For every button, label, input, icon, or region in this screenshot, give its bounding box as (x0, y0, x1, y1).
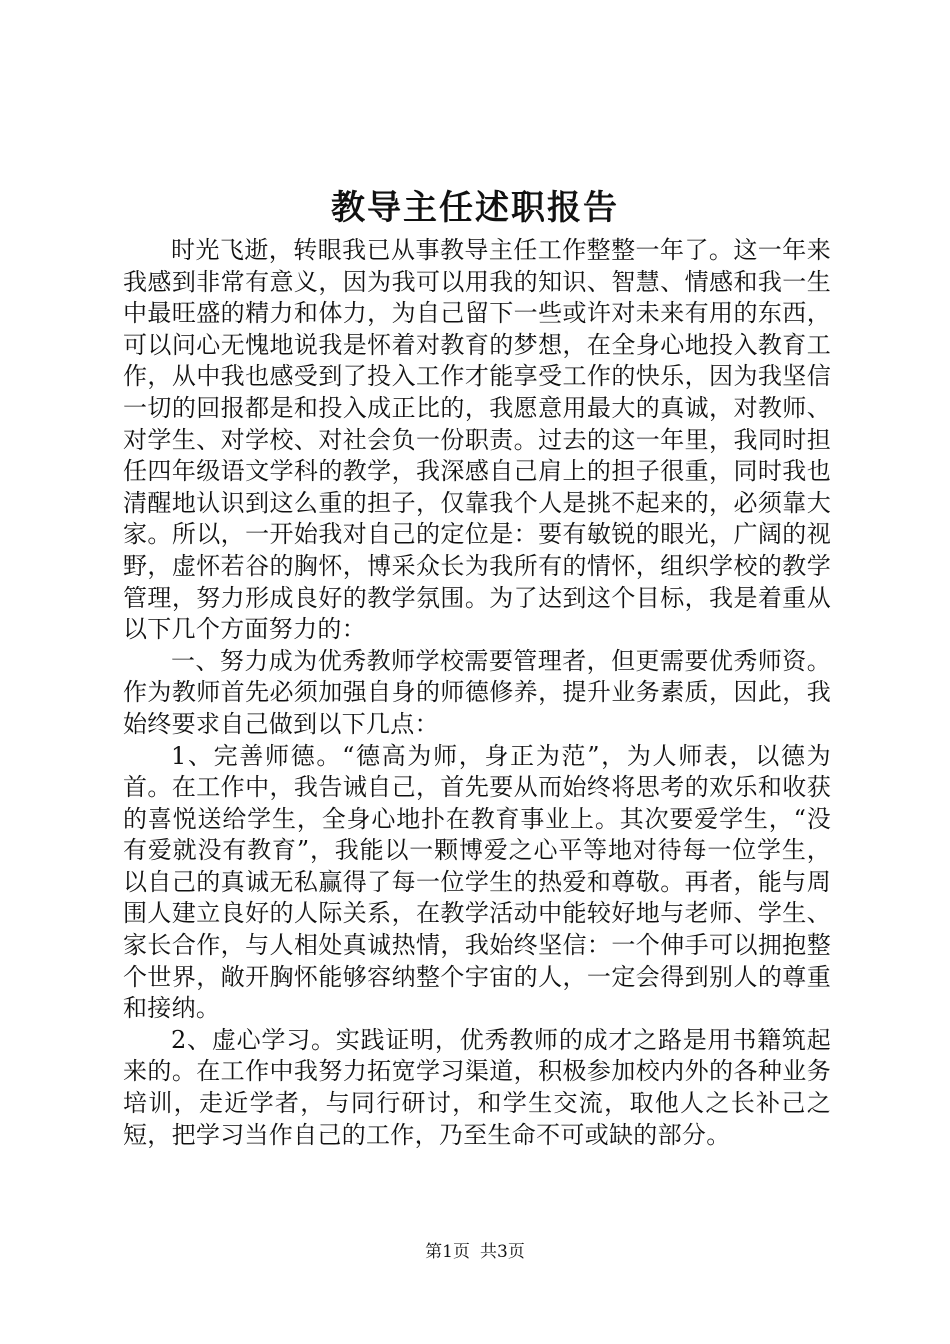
paragraph-intro: 时光飞逝，转眼我已从事教导主任工作整整一年了。这一年来我感到非常有意义，因为我可以用我的知识、智慧、情感和我一生中最旺盛的精力和体力，为自己留下一些或许对未来有用的东西，可以问心无愧地说我是怀着对教育的梦想，在全身心地投入教育工作，从中我也感受到了投入工作才能享受工作的快乐，因为我坚信一切的回报都是和投入成正比的，我愿意用最大的真诚，对教师、对学生、对学校、对社会负一份职责。过去的这一年里，我同时担任四年级语文学科的教学，我深感自己肩上的担子很重，同时我也清醒地认识到这么重的担子，仅靠我个人是挑不起来的，必须靠大家。所以，一开始我对自己的定位是：要有敏锐的眼光，广阔的视野，虚怀若谷的胸怀，博采众长为我所有的情怀，组织学校的教学管理，努力形成良好的教学氛围。为了达到这个目标，我是着重从以下几个方面努力的： (123, 236, 831, 644)
page-footer (0, 1240, 950, 1264)
paragraph-section-one: 一、努力成为优秀教师学校需要管理者，但更需要优秀师资。作为教师首先必须加强自身的师德修养，提升业务素质，因此，我始终要求自己做到以下几点： (123, 646, 831, 738)
page-number: 第1页 (425, 1242, 470, 1262)
paragraph-learning: 2、虚心学习。实践证明，优秀教师的成才之路是用书籍筑起来的。在工作中我努力拓宽学习渠道，积极参加校内外的各种业务培训，走近学者，与同行研讨，和学生交流，取他人之长补己之短，把学习当作自己的工作，乃至生命不可或缺的部分。 (123, 1025, 831, 1149)
document-body (123, 235, 831, 1151)
document-title: 教导主任述职报告 (331, 188, 619, 228)
paragraph-ethics: 1、完善师德。“德高为师，身正为范”，为人师表，以德为首。在工作中，我告诫自己，首先要从而始终将思考的欢乐和收获的喜悦送给学生，全身心地扑在教育事业上。其次要爱学生，“没有爱就没有教育”，我能以一颗博爱之心平等地对待每一位学生，以自己的真诚无私赢得了每一位学生的热爱和尊敬。再者，能与周围人建立良好的人际关系，在教学活动中能较好地与老师、学生、家长合作，与人相处真诚热情，我始终坚信：一个伸手可以拥抱整个世界，敞开胸怀能够容纳整个宇宙的人，一定会得到别人的尊重和接纳。 (123, 741, 831, 1023)
page-total: 共3页 (480, 1242, 525, 1262)
